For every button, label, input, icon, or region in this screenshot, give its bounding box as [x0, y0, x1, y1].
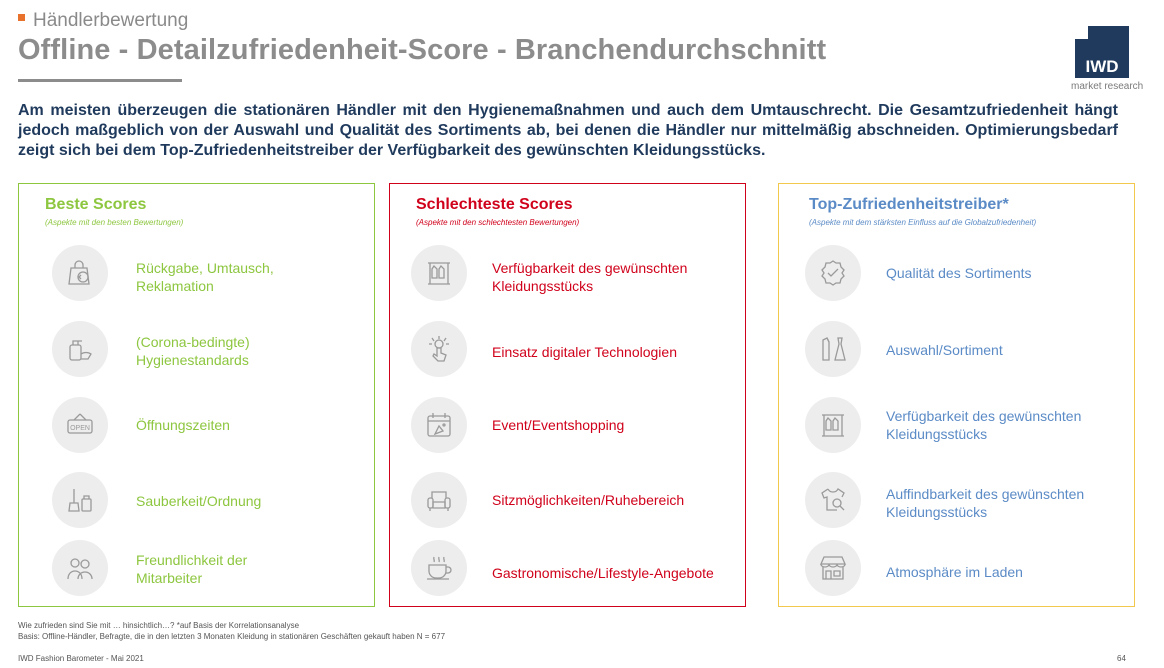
- panel-best-scores: [18, 183, 375, 607]
- footnote-basis: Basis: Offline-Händler, Befragte, die in den letzten 3 Monaten Kleidung in stationären Geschäften gekauft haben N = 677: [18, 632, 446, 641]
- coffee-cup-icon: [411, 540, 467, 596]
- item-label: (Corona-bedingte) Hygienestandards: [136, 334, 250, 368]
- kicker-marker: [18, 14, 25, 21]
- item-label: Verfügbarkeit des gewünschten Kleidungsstücks: [492, 260, 688, 294]
- item-label: Rückgabe, Umtausch, Reklamation: [136, 260, 274, 294]
- logo-corner: [1075, 26, 1088, 39]
- panel-worst-scores: [389, 183, 746, 607]
- event-calendar-icon: [411, 397, 467, 453]
- armchair-icon: [411, 472, 467, 528]
- logo-subtext: market research: [1071, 81, 1144, 92]
- item-label: Sauberkeit/Ordnung: [136, 493, 262, 509]
- item-label: Öffnungszeiten: [136, 417, 230, 433]
- return-bag-icon: [52, 245, 108, 301]
- panel-top-drivers: [778, 183, 1135, 607]
- footer-source: IWD Fashion Barometer - Mai 2021: [18, 654, 144, 663]
- storefront-icon: [805, 540, 861, 596]
- hand-sanitizer-icon: [52, 321, 108, 377]
- clothes-rack-icon: [411, 245, 467, 301]
- title-underline: [18, 79, 182, 82]
- logo-text: IWD: [1085, 57, 1119, 76]
- item-label: Verfügbarkeit des gewünschten Kleidungsstücks: [886, 408, 1082, 442]
- clothes-rack-icon: [805, 397, 861, 453]
- item-label: Auffindbarkeit des gewünschten Kleidungsstücks: [886, 486, 1085, 520]
- panel-title: Top-Zufriedenheitstreiber*: [809, 196, 1009, 213]
- item-label: Event/Eventshopping: [492, 417, 625, 433]
- item-label: Auswahl/Sortiment: [886, 342, 1003, 358]
- svg-text:OPEN: OPEN: [70, 425, 90, 432]
- intro-paragraph: Am meisten überzeugen die stationären Händler mit den Hygienemaßnahmen und auch dem Umtauschrecht. Die Gesamtzufriedenheit hängt jedoch maßgeblich von der Auswahl und Qualität des Sortiments ab, bei denen die Händler nur mittelmäßig abschneiden. Optimierungsbedarf zeigt sich bei dem Top-Zufriedenheitstreiber der Verfügbarkeit des gewünschten Kleidungsstücks.: [18, 102, 1118, 159]
- panel-subtitle: (Aspekte mit den besten Bewertungen): [45, 218, 184, 227]
- cleaning-supplies-icon: [52, 472, 108, 528]
- open-sign-icon: [52, 397, 108, 453]
- item-label: Freundlichkeit der Mitarbeiter: [136, 552, 248, 586]
- touch-tech-icon: [411, 321, 467, 377]
- suit-dress-icon: [805, 321, 861, 377]
- panel-subtitle: (Aspekte mit dem stärksten Einfluss auf die Globalzufriedenheit): [809, 218, 1037, 227]
- quality-badge-icon: [805, 245, 861, 301]
- item-label: Gastronomische/Lifestyle-Angebote: [492, 565, 714, 581]
- item-label: Qualität des Sortiments: [886, 265, 1032, 281]
- kicker-text: Händlerbewertung: [33, 10, 189, 31]
- item-label: Sitzmöglichkeiten/Ruhebereich: [492, 492, 685, 508]
- shirt-search-icon: [805, 472, 861, 528]
- page-number: 64: [1117, 654, 1126, 663]
- iwd-logo: [1075, 26, 1129, 80]
- item-label: Atmosphäre im Laden: [886, 564, 1023, 580]
- section-kicker: [18, 10, 188, 32]
- panel-subtitle: (Aspekte mit den schlechtesten Bewertungen): [416, 218, 580, 227]
- page-title: Offline - Detailzufriedenheit-Score - Branchendurchschnitt: [18, 34, 827, 66]
- item-label: Einsatz digitaler Technologien: [492, 344, 677, 360]
- footnote-question: Wie zufrieden sind Sie mit … hinsichtlich…? *auf Basis der Korrelationsanalyse: [18, 621, 300, 630]
- staff-people-icon: [52, 540, 108, 596]
- panel-title: Schlechteste Scores: [416, 196, 573, 213]
- panel-title: Beste Scores: [45, 196, 147, 213]
